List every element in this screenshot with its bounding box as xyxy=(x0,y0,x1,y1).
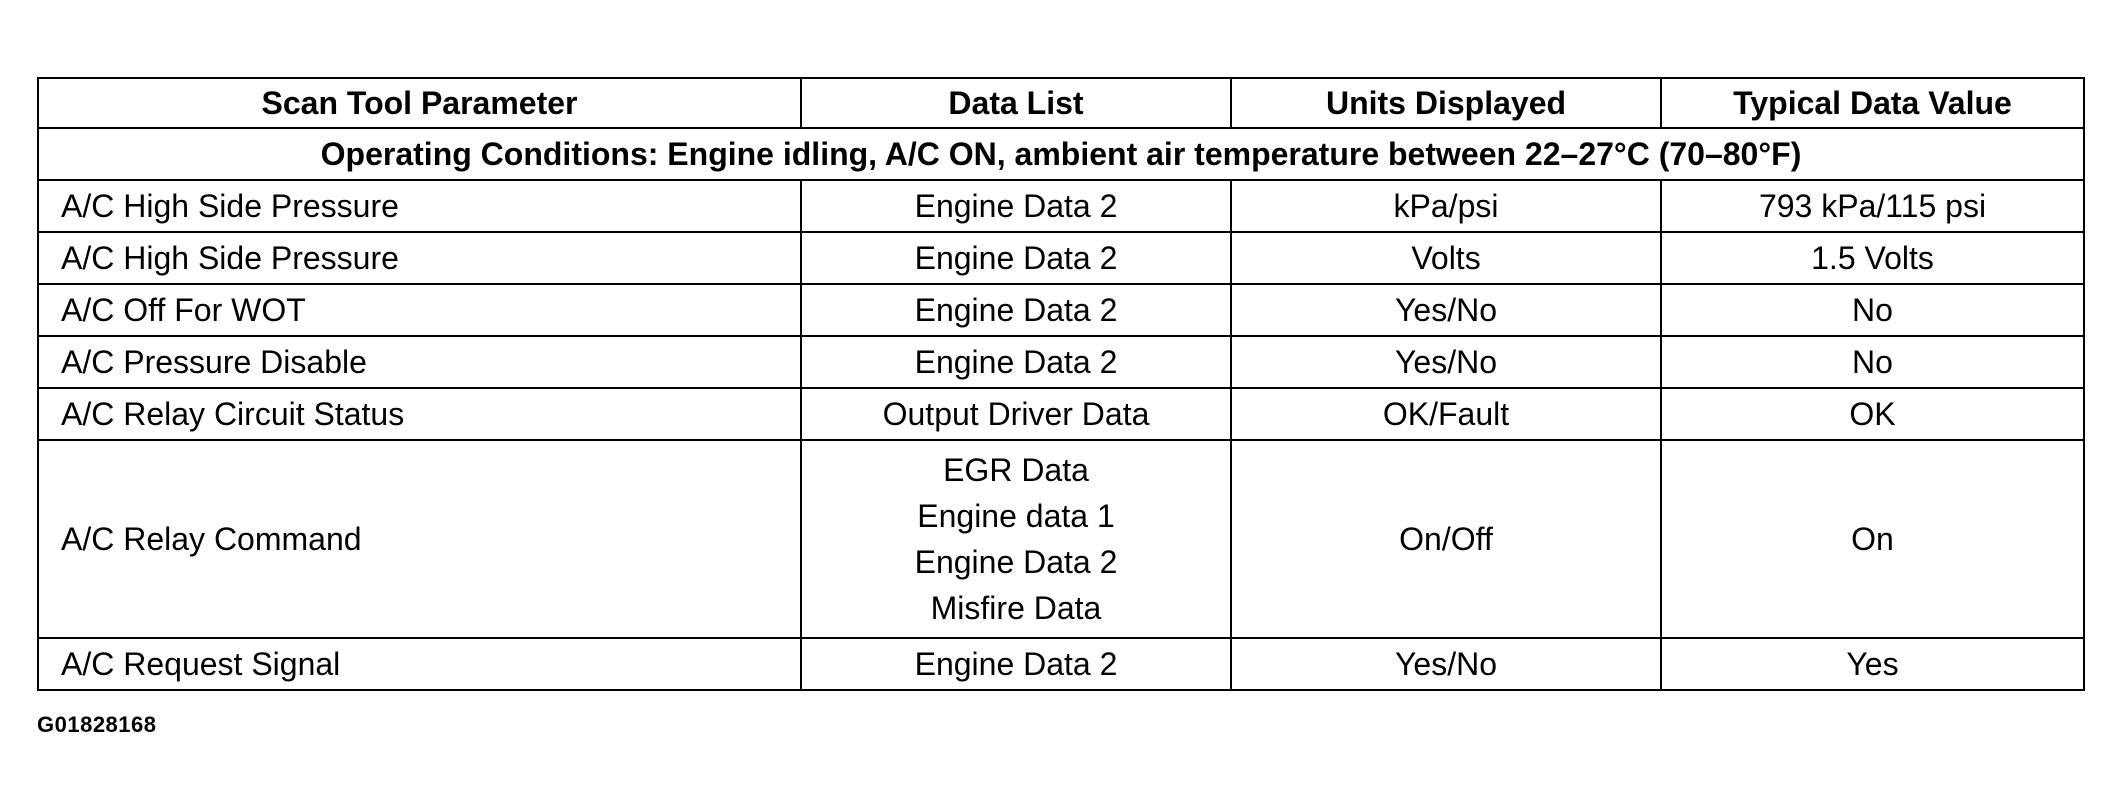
data-list-item: Engine Data 2 xyxy=(914,544,1118,580)
figure-id: G01828168 xyxy=(37,712,157,737)
data-list-item: EGR Data xyxy=(943,452,1089,488)
table-row xyxy=(38,388,2084,440)
parameter-cell: A/C High Side Pressure xyxy=(38,180,801,232)
header-typical-data-value: Typical Data Value xyxy=(1661,78,2084,128)
units-cell: Yes/No xyxy=(1231,336,1661,388)
value-cell: Yes xyxy=(1661,638,2084,690)
header-data-list: Data List xyxy=(801,78,1231,128)
table-row xyxy=(38,440,2084,638)
operating-conditions-row xyxy=(38,128,2084,180)
data-list-cell: Engine Data 2 xyxy=(801,284,1231,336)
value-cell: No xyxy=(1661,284,2084,336)
header-units-displayed: Units Displayed xyxy=(1231,78,1661,128)
units-cell: On/Off xyxy=(1231,440,1661,638)
value-cell: On xyxy=(1661,440,2084,638)
parameter-cell: A/C Relay Circuit Status xyxy=(38,388,801,440)
parameter-cell: A/C Request Signal xyxy=(38,638,801,690)
units-cell: Yes/No xyxy=(1231,638,1661,690)
table-row xyxy=(38,180,2084,232)
units-cell: kPa/psi xyxy=(1231,180,1661,232)
value-cell: No xyxy=(1661,336,2084,388)
header-scan-tool-parameter: Scan Tool Parameter xyxy=(38,78,801,128)
parameter-cell: A/C Off For WOT xyxy=(38,284,801,336)
table-row xyxy=(38,336,2084,388)
table-row xyxy=(38,284,2084,336)
data-list-cell: Output Driver Data xyxy=(801,388,1231,440)
scan-tool-data-table xyxy=(37,77,2085,691)
data-list-item: Misfire Data xyxy=(930,590,1102,626)
parameter-cell: A/C Relay Command xyxy=(38,440,801,638)
units-cell: OK/Fault xyxy=(1231,388,1661,440)
value-cell: OK xyxy=(1661,388,2084,440)
data-list-cell xyxy=(801,440,1231,638)
data-list-stack xyxy=(802,454,1230,624)
data-list-cell: Engine Data 2 xyxy=(801,638,1231,690)
value-cell: 793 kPa/115 psi xyxy=(1661,180,2084,232)
data-list-cell: Engine Data 2 xyxy=(801,336,1231,388)
data-list-item: Engine data 1 xyxy=(917,498,1115,534)
table-row xyxy=(38,638,2084,690)
units-cell: Yes/No xyxy=(1231,284,1661,336)
data-list-cell: Engine Data 2 xyxy=(801,232,1231,284)
value-cell: 1.5 Volts xyxy=(1661,232,2084,284)
table-row xyxy=(38,232,2084,284)
units-cell: Volts xyxy=(1231,232,1661,284)
parameter-cell: A/C High Side Pressure xyxy=(38,232,801,284)
operating-conditions: Operating Conditions: Engine idling, A/C ON, ambient air temperature between 22–27°C (70–80°F) xyxy=(38,128,2084,180)
parameter-cell: A/C Pressure Disable xyxy=(38,336,801,388)
header-row xyxy=(38,78,2084,128)
data-list-cell: Engine Data 2 xyxy=(801,180,1231,232)
